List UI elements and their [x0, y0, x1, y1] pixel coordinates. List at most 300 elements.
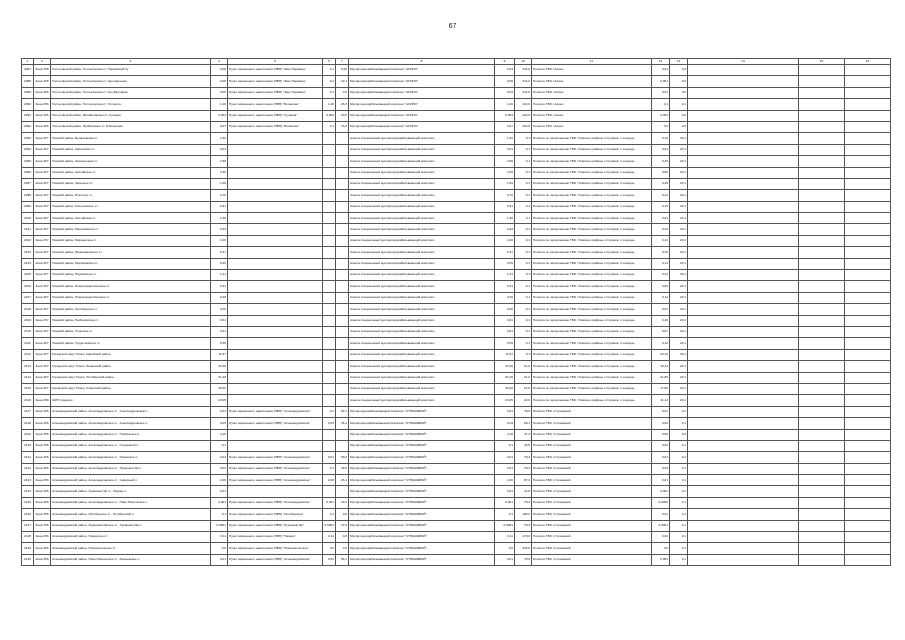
table-cell: 0,01: [652, 213, 670, 224]
table-row: [22, 76, 891, 87]
table-cell: Полигон по захоронению ТБО г.Томска и районы с.Сулаков, 1 очередь: [532, 247, 652, 258]
table-cell: [228, 338, 323, 349]
empty-cell: [799, 554, 845, 565]
empty-cell: [845, 110, 891, 121]
table-cell: 0,1: [515, 349, 532, 360]
table-cell: Полигон по захоронению ТБО г.Томска и районы с.Сулаков, 1 очередь: [532, 292, 652, 303]
table-cell: 0,0001: [211, 520, 228, 531]
table-cell: [336, 270, 349, 281]
table-cell: 20,1: [670, 213, 688, 224]
empty-cell: [845, 361, 891, 372]
table-cell: Анкета специальный мусороперерабатывающий комплекс: [349, 156, 495, 167]
table-cell: 2094: [22, 144, 34, 155]
table-cell: [323, 247, 336, 258]
table-cell: Томский район, Корнилово ст.: [51, 144, 211, 155]
table-cell: [323, 326, 336, 337]
table-cell: Зона 3б6: [34, 406, 51, 417]
empty-cell: [799, 258, 845, 269]
table-cell: [336, 315, 349, 326]
table-cell: [228, 190, 323, 201]
table-cell: 311,0: [515, 87, 532, 98]
table-cell: Анкета специальный мусороперерабатывающий комплекс: [349, 167, 495, 178]
table-cell: 22,1: [336, 76, 349, 87]
table-cell: 0,11: [323, 532, 336, 543]
table-cell: [323, 190, 336, 201]
table-cell: Зона 3б7: [34, 326, 51, 337]
table-cell: 0,01: [652, 452, 670, 463]
table-cell: 49,0: [336, 463, 349, 474]
table-cell: [228, 178, 323, 189]
table-cell: 2,00: [495, 475, 515, 486]
table-cell: Топтыгинский район, Топтыгинская ст. Кол-Балтарая: [51, 87, 211, 98]
table-row: [22, 304, 891, 315]
table-cell: Александровский район, Александровское ст., Александровский п.: [51, 406, 211, 417]
table-cell: [336, 167, 349, 178]
table-row: [22, 326, 891, 337]
table-row: [22, 213, 891, 224]
empty-cell: [845, 532, 891, 543]
table-cell: Городской округ Томск, Кировский район: [51, 349, 211, 360]
table-cell: Зона 3б6: [34, 76, 51, 87]
table-cell: [228, 326, 323, 337]
table-cell: 0,0: [652, 121, 670, 132]
table-cell: 0,02: [652, 532, 670, 543]
table-cell: 0,0: [336, 509, 349, 520]
table-cell: Анкета специальный мусороперерабатывающий комплекс: [349, 258, 495, 269]
table-cell: 2088: [22, 76, 34, 87]
table-cell: 20,1: [670, 258, 688, 269]
table-cell: Пункт временного накопления (ПВН) "Александровское": [228, 406, 323, 417]
table-cell: Александровский район, Александровское ст., Стрежевой п.: [51, 440, 211, 451]
table-cell: 2115: [22, 383, 34, 394]
table-cell: Анкета специальный мусороперерабатывающий комплекс: [349, 213, 495, 224]
table-cell: 0,26: [652, 156, 670, 167]
empty-cell: [845, 543, 891, 554]
empty-cell: [799, 65, 845, 76]
empty-cell: [799, 304, 845, 315]
table-cell: Томский район, Малиновское ст.: [51, 224, 211, 235]
table-cell: 2123: [22, 475, 34, 486]
table-cell: [323, 349, 336, 360]
table-cell: 0,01: [495, 452, 515, 463]
table-cell: 0,01: [652, 144, 670, 155]
table-cell: Полигон по захоронению ТБО г.Томска и районы с.Сулаков, 1 очередь: [532, 235, 652, 246]
table-cell: Томский район, Рыбаловское ст.: [51, 315, 211, 326]
table-cell: Полигон ТБО г.Стрежевой: [532, 497, 652, 508]
empty-cell: [799, 315, 845, 326]
empty-cell: [688, 429, 799, 440]
table-cell: 0,01: [495, 554, 515, 565]
table-cell: 20,1: [670, 304, 688, 315]
table-cell: 0,07: [495, 121, 515, 132]
table-cell: Зона 3б6: [34, 418, 51, 429]
table-cell: Полигон по захоронению ТБО г.Томска и районы с.Сулаков, 1 очередь: [532, 338, 652, 349]
empty-cell: [845, 349, 891, 360]
table-row: [22, 65, 891, 76]
table-cell: 0,0: [652, 543, 670, 554]
table-cell: 61,20: [211, 372, 228, 383]
empty-cell: [845, 190, 891, 201]
table-cell: [323, 304, 336, 315]
table-cell: 0,1: [211, 509, 228, 520]
table-cell: Полигон по захоронению ТБО г.Томска и районы с.Сулаков, 1 очередь: [532, 383, 652, 394]
empty-cell: [688, 543, 799, 554]
table-cell: [336, 156, 349, 167]
empty-cell: [688, 292, 799, 303]
table-cell: Полигон ТБО г.Стрежевой: [532, 452, 652, 463]
table-cell: Зона 3б6: [34, 121, 51, 132]
table-cell: 0,59: [495, 338, 515, 349]
table-cell: Полигон по захоронению ТБО г.Томска и районы с.Сулаков, 1 очередь: [532, 144, 652, 155]
table-cell: Полигон ТБО г.Асино: [532, 121, 652, 132]
table-cell: Анкета специальный мусороперерабатывающий комплекс: [349, 349, 495, 360]
column-header: 7: [336, 59, 349, 65]
table-cell: Мусороперерабатывающий комплекс "АСИНО": [349, 76, 495, 87]
table-cell: 0,1: [670, 543, 688, 554]
table-cell: Топтыгинский район, Топтыгинская ст. Топтыгин: [51, 99, 211, 110]
table-cell: 20,1: [670, 190, 688, 201]
empty-cell: [845, 315, 891, 326]
table-cell: 0,1: [515, 144, 532, 155]
table-cell: [228, 235, 323, 246]
table-cell: 98,1: [515, 418, 532, 429]
empty-cell: [799, 429, 845, 440]
table-cell: 0,1: [515, 190, 532, 201]
table-row: [22, 87, 891, 98]
table-cell: 39,22: [495, 383, 515, 394]
table-cell: 23,05: [495, 395, 515, 406]
table-cell: 2091: [22, 110, 34, 121]
column-header: 5: [228, 59, 323, 65]
table-cell: 1,36: [211, 213, 228, 224]
table-cell: Анкета специальный мусороперерабатывающий комплекс: [349, 235, 495, 246]
empty-cell: [845, 395, 891, 406]
table-cell: 0,1: [670, 406, 688, 417]
table-cell: Зона 3б6: [34, 509, 51, 520]
table-cell: Полигон по захоронению ТБО г.Томска и районы с.Сулаков, 1 очередь: [532, 361, 652, 372]
table-cell: [336, 133, 349, 144]
table-cell: Анкета специальный мусороперерабатывающий комплекс: [349, 270, 495, 281]
table-row: [22, 121, 891, 132]
table-cell: 1,00: [211, 235, 228, 246]
table-cell: 0,1: [515, 281, 532, 292]
table-cell: Зона 3б6: [34, 520, 51, 531]
empty-cell: [845, 213, 891, 224]
table-cell: 0,0: [211, 543, 228, 554]
table-cell: 2129: [22, 543, 34, 554]
empty-cell: [799, 99, 845, 110]
table-cell: Полигон ТБО г.Асино: [532, 76, 652, 87]
table-cell: 20,1: [670, 144, 688, 155]
empty-cell: [688, 486, 799, 497]
table-cell: 0,01: [652, 475, 670, 486]
empty-cell: [799, 326, 845, 337]
table-cell: 0,03: [211, 418, 228, 429]
table-cell: 0,04: [495, 65, 515, 76]
table-cell: 0,01: [652, 87, 670, 98]
table-cell: Полигон по захоронению ТБО г.Томска и районы с.Сулаков, 1 очередь: [532, 281, 652, 292]
table-cell: 2104: [22, 258, 34, 269]
table-cell: [336, 281, 349, 292]
table-cell: Полигон по захоронению ТБО г.Томска и районы с.Сулаков, 1 очередь: [532, 133, 652, 144]
table-cell: Мусороперерабатывающий комплекс "СТРЕЖЕВОЙ": [349, 509, 495, 520]
table-cell: Полигон по захоронению ТБО г.Томска и районы с.Сулаков, 1 очередь: [532, 190, 652, 201]
table-cell: 0,1: [515, 156, 532, 167]
table-cell: Зона 3б7: [34, 383, 51, 394]
empty-cell: [688, 201, 799, 212]
table-cell: Зона 3б6: [34, 463, 51, 474]
table-cell: 0,1: [515, 133, 532, 144]
empty-cell: [688, 383, 799, 394]
table-row: [22, 361, 891, 372]
column-header: 1: [22, 59, 34, 65]
table-cell: Мусороперерабатывающий комплекс "СТРЕЖЕВОЙ": [349, 406, 495, 417]
table-cell: 0,61: [495, 326, 515, 337]
table-cell: Полигон по захоронению ТБО г.Томска и районы с.Сулаков, 1 очередь: [532, 372, 652, 383]
table-cell: 78,4: [515, 463, 532, 474]
table-cell: 2,00: [211, 475, 228, 486]
table-cell: Мусороперерабатывающий комплекс "СТРЕЖЕВОЙ": [349, 429, 495, 440]
table-cell: 0,1: [323, 463, 336, 474]
table-cell: 232,0: [515, 543, 532, 554]
empty-cell: [799, 509, 845, 520]
table-cell: 0,1: [670, 532, 688, 543]
table-cell: 0,1: [515, 292, 532, 303]
empty-cell: [688, 452, 799, 463]
table-cell: 0,01: [323, 554, 336, 565]
table-cell: [228, 247, 323, 258]
table-cell: Полигон ТБО г.Асино: [532, 65, 652, 76]
table-cell: Томский район, Моряковское ст.: [51, 258, 211, 269]
table-cell: 0,08: [211, 65, 228, 76]
table-cell: 0,1: [515, 326, 532, 337]
table-cell: 0,26: [495, 292, 515, 303]
table-cell: Александровский район, Александровское ст., Ноябрьское п.: [51, 429, 211, 440]
empty-cell: [688, 258, 799, 269]
table-cell: [228, 281, 323, 292]
table-cell: 0,59: [211, 338, 228, 349]
table-cell: 17,66: [652, 383, 670, 394]
table-cell: Александровский район, Ново-Никольское ст., Ашкеевское с.: [51, 554, 211, 565]
table-cell: 0,01: [211, 554, 228, 565]
table-row: [22, 247, 891, 258]
empty-cell: [799, 475, 845, 486]
table-cell: Зона 3б7: [34, 247, 51, 258]
empty-cell: [799, 440, 845, 451]
table-cell: Томский район, Межениновское ст.: [51, 247, 211, 258]
table-cell: 2109: [22, 315, 34, 326]
table-cell: 2100: [22, 213, 34, 224]
table-row: [22, 475, 891, 486]
table-cell: 0,19: [652, 201, 670, 212]
table-cell: Мусороперерабатывающий комплекс "СТРЕЖЕВОЙ": [349, 463, 495, 474]
table-cell: 0,37: [495, 247, 515, 258]
empty-cell: [799, 395, 845, 406]
table-cell: Пункт временного накопления (ПВН) "Назино": [228, 532, 323, 543]
table-cell: 0,1: [670, 452, 688, 463]
table-cell: Полигон ТБО г.Асино: [532, 110, 652, 121]
table-cell: 0,1: [515, 338, 532, 349]
table-cell: 2098: [22, 190, 34, 201]
table-cell: [323, 292, 336, 303]
empty-cell: [845, 224, 891, 235]
table-cell: Пункт временного накопления (ПВН) "Новоникольское": [228, 543, 323, 554]
table-cell: 2120: [22, 440, 34, 451]
table-cell: 1,20: [211, 99, 228, 110]
empty-cell: [845, 554, 891, 565]
table-cell: [336, 144, 349, 155]
table-cell: 1,20: [495, 99, 515, 110]
table-cell: Анкета специальный мусороперерабатывающий комплекс: [349, 144, 495, 155]
table-cell: [228, 383, 323, 394]
table-cell: Полигон по захоронению ТБО г.Томска и районы с.Сулаков, 1 очередь: [532, 201, 652, 212]
table-cell: 47,3: [515, 429, 532, 440]
empty-cell: [845, 133, 891, 144]
table-cell: 20,1: [670, 178, 688, 189]
table-cell: [228, 213, 323, 224]
table-cell: 0,00: [652, 418, 670, 429]
table-cell: Томский район, Мирненское ст.: [51, 235, 211, 246]
table-cell: 0,49: [652, 178, 670, 189]
table-cell: [336, 349, 349, 360]
table-cell: Томский район, Спасское ст.: [51, 326, 211, 337]
table-cell: [228, 156, 323, 167]
table-cell: 47,0: [336, 520, 349, 531]
table-cell: [323, 133, 336, 144]
table-cell: Мусороперерабатывающий комплекс "СТРЕЖЕВОЙ": [349, 440, 495, 451]
table-cell: [228, 486, 323, 497]
table-cell: Мусороперерабатывающий комплекс "СТРЕЖЕВОЙ": [349, 475, 495, 486]
table-cell: Александровский район, Новоникольское ст.: [51, 543, 211, 554]
empty-cell: [799, 178, 845, 189]
table-cell: 11,67: [211, 349, 228, 360]
table-cell: Зона 3б7: [34, 224, 51, 235]
empty-cell: [799, 270, 845, 281]
table-cell: [336, 213, 349, 224]
table-cell: Пункт временного накопления (ПВН) "Александровское": [228, 418, 323, 429]
empty-cell: [688, 133, 799, 144]
table-cell: 0,15: [652, 133, 670, 144]
table-cell: [336, 486, 349, 497]
table-cell: 21,0: [515, 361, 532, 372]
table-row: [22, 349, 891, 360]
table-row: [22, 99, 891, 110]
empty-cell: [845, 121, 891, 132]
table-cell: Зона 3б7: [34, 213, 51, 224]
table-cell: 2090: [22, 99, 34, 110]
table-cell: 20,1: [670, 349, 688, 360]
table-cell: 22,0: [515, 395, 532, 406]
empty-cell: [688, 65, 799, 76]
empty-cell: [799, 247, 845, 258]
table-cell: [336, 440, 349, 451]
empty-cell: [688, 190, 799, 201]
table-cell: [336, 235, 349, 246]
empty-cell: [688, 110, 799, 121]
table-cell: Зона 3б7: [34, 190, 51, 201]
table-cell: 0,0002: [652, 497, 670, 508]
table-cell: Полигон по захоронению ТБО г.Томска и районы с.Сулаков, 1 очередь: [532, 224, 652, 235]
table-row: [22, 190, 891, 201]
table-cell: Полигон по захоронению ТБО г.Томска и районы с.Сулаков, 1 очередь: [532, 213, 652, 224]
table-cell: [323, 315, 336, 326]
table-cell: 2101: [22, 224, 34, 235]
table-cell: 59,0: [336, 452, 349, 463]
table-cell: [336, 190, 349, 201]
table-cell: Анкета специальный мусороперерабатывающий комплекс: [349, 178, 495, 189]
table-cell: 2114: [22, 372, 34, 383]
table-cell: 0,2: [670, 429, 688, 440]
table-cell: 0,01: [652, 406, 670, 417]
empty-cell: [845, 520, 891, 531]
table-cell: [336, 395, 349, 406]
table-cell: 0,1: [670, 520, 688, 531]
empty-cell: [799, 144, 845, 155]
table-cell: 0,16: [652, 247, 670, 258]
table-cell: 0,1: [495, 440, 515, 451]
table-cell: 21,65: [652, 372, 670, 383]
table-cell: 78,0: [515, 554, 532, 565]
column-header: 10: [515, 59, 532, 65]
empty-cell: [799, 532, 845, 543]
table-cell: 20,1: [670, 372, 688, 383]
table-cell: 45,1: [336, 418, 349, 429]
table-cell: Зона 3б6: [34, 65, 51, 76]
table-cell: Полигон по захоронению ТБО г.Томска и районы с.Сулаков, 1 очередь: [532, 178, 652, 189]
table-cell: [336, 224, 349, 235]
table-cell: 26,3: [336, 99, 349, 110]
table-cell: 43,5: [515, 440, 532, 451]
table-cell: 0,11: [495, 532, 515, 543]
table-cell: 1,62: [211, 133, 228, 144]
table-cell: [336, 361, 349, 372]
empty-cell: [845, 167, 891, 178]
empty-cell: [845, 304, 891, 315]
table-cell: 0,70: [211, 190, 228, 201]
table-cell: 0,0: [336, 87, 349, 98]
empty-cell: [688, 497, 799, 508]
table-cell: 0,61: [495, 315, 515, 326]
empty-cell: [688, 304, 799, 315]
table-cell: Анкета специальный мусороперерабатывающий комплекс: [349, 304, 495, 315]
table-cell: Зона 3б7: [34, 167, 51, 178]
table-cell: Александровский район, Назинское ст.: [51, 532, 211, 543]
table-cell: Анкета специальный мусороперерабатывающий комплекс: [349, 201, 495, 212]
table-cell: 1,09: [211, 178, 228, 189]
table-cell: Городской округ Томск, Ленинский район: [51, 361, 211, 372]
table-cell: 1,00: [495, 235, 515, 246]
table-cell: 0,0: [670, 65, 688, 76]
table-cell: 0,19: [652, 315, 670, 326]
table-row: [22, 144, 891, 155]
empty-cell: [845, 509, 891, 520]
table-cell: Анкета специальный мусороперерабатывающий комплекс: [349, 292, 495, 303]
table-cell: 2102: [22, 235, 34, 246]
table-row: [22, 156, 891, 167]
empty-cell: [845, 156, 891, 167]
empty-cell: [799, 361, 845, 372]
table-cell: 0,01: [495, 406, 515, 417]
table-cell: Анкета специальный мусороперерабатывающий комплекс: [349, 338, 495, 349]
table-cell: Томский район, Зоркальцево ст.: [51, 156, 211, 167]
table-cell: [228, 349, 323, 360]
table-cell: 0,01: [495, 144, 515, 155]
table-cell: Томский район, Октябрьское ст.: [51, 304, 211, 315]
table-row: [22, 178, 891, 189]
table-cell: 11,13: [652, 395, 670, 406]
table-cell: 11,67: [495, 349, 515, 360]
table-cell: Полигон ТБО г.Стрежевой: [532, 475, 652, 486]
